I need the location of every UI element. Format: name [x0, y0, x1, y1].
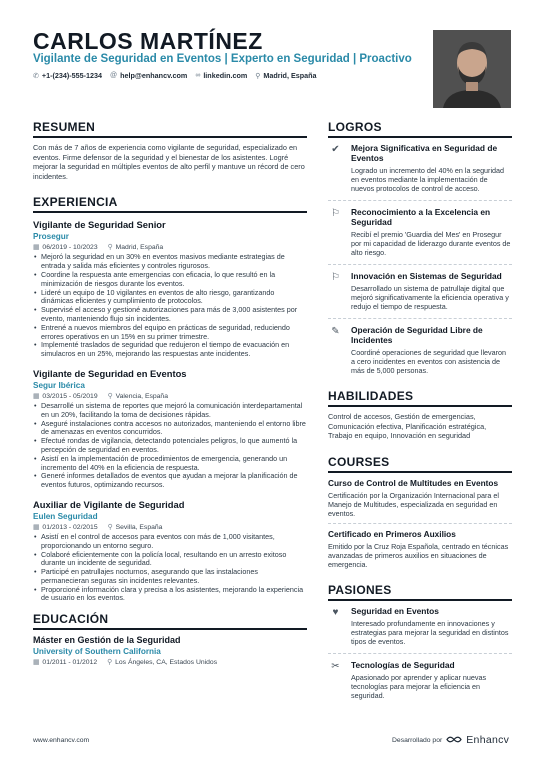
- contact-info: [33, 71, 317, 80]
- summary-heading: RESUMEN: [33, 120, 307, 138]
- summary-text: Con más de 7 años de experiencia como vigilante de seguridad, especializado en eventos. Firme defensor de la seguridad y el bienestar de los asistentes. Logré mejorar la seguridad en múltiples eventos de alto perfil y mantuve un récord de cero incidentes.: [33, 143, 305, 181]
- portrait-icon: [433, 30, 511, 108]
- job-meta: [33, 392, 307, 400]
- passion-title: Seguridad en Eventos: [351, 605, 439, 616]
- passions-heading: PASIONES: [328, 583, 512, 601]
- job-bullets: [33, 253, 307, 359]
- achievements-heading: LOGROS: [328, 120, 512, 138]
- course-desc: Certificación por la Organización Internacional para el Manejo de Multitudes, especializada en seguridad en eventos.: [328, 490, 499, 518]
- education-heading: EDUCACIÓN: [33, 612, 307, 630]
- achievement-desc: Desarrollado un sistema de patrullaje digital que mejoró significativamente la eficiencia operativa y redujo el tiempo de respuesta.: [351, 284, 509, 311]
- location-pin-icon: ⚲: [107, 659, 113, 667]
- check-icon: ✔: [331, 144, 340, 155]
- footer-branding: [392, 734, 509, 746]
- achievement-desc: Coordiné operaciones de seguridad que llevaron a cero incidentes en eventos con asistencia de más de 5,000 personas.: [351, 348, 507, 375]
- job-bullet: • Supervisé el acceso y gestioné autorizaciones para más de 3,000 asistentes por evento, manteniendo flujo sin incidentes.: [33, 306, 307, 324]
- brand-name: Enhancv: [466, 734, 510, 746]
- contact-phone: ✆ +1-(234)-555-1234: [33, 71, 103, 80]
- job-bullet: • Generé informes detallados de eventos que ayudan a mejorar la planificación de eventos futuros, optimizando recursos.: [33, 472, 307, 490]
- contact-email[interactable]: @ help@enhancv.com: [110, 71, 188, 80]
- job-company: Eulen Seguridad: [33, 511, 98, 521]
- course-title: Curso de Control de Multitudes en Eventos: [328, 477, 499, 488]
- job-bullet: • Desarrollé un sistema de reportes que mejoró la comunicación interdepartamental en un 20%, facilitando la toma de decisiones rápidas.: [33, 402, 307, 420]
- job-bullets: [33, 402, 307, 490]
- footer-website[interactable]: www.enhancv.com: [33, 737, 90, 744]
- job-title: Auxiliar de Vigilante de Seguridad: [33, 498, 185, 510]
- job-bullet: • Aseguré instalaciones contra accesos no autorizados, manteniendo el entorno libre de amenazas en eventos concurridos.: [33, 420, 307, 438]
- divider: [328, 200, 512, 201]
- education-degree: Máster en Gestión de la Seguridad: [33, 635, 181, 646]
- location-pin-icon: ⚲: [107, 523, 113, 531]
- achievement-item: [328, 325, 512, 375]
- at-icon: @: [110, 72, 118, 79]
- phone-icon: ✆: [33, 72, 39, 80]
- job-location: Madrid, España: [115, 244, 164, 252]
- passion-desc: Interesado profundamente en innovaciones y estrategias para mejorar la seguridad en distintos tipos de eventos.: [351, 618, 509, 646]
- job-bullet: • Mejoró la seguridad en un 30% en eventos masivos mediante estrategias de entrada y salida más eficientes y controles rigurosos.: [33, 253, 307, 271]
- job-dates: 06/2019 - 10/2023: [42, 244, 98, 252]
- job-title: Vigilante de Seguridad Senior: [33, 219, 166, 231]
- divider: [328, 653, 512, 654]
- achievement-desc: Logrado un incremento del 40% en la seguridad en eventos mediante la implementación de nuevos protocolos de control de acceso.: [351, 166, 505, 193]
- candidate-name: CARLOS MARTÍNEZ: [33, 28, 263, 54]
- job-dates: 03/2015 - 05/2019: [42, 392, 98, 400]
- divider: [328, 318, 512, 319]
- achievement-item: [328, 207, 512, 257]
- experience-heading: EXPERIENCIA: [33, 195, 307, 213]
- job-bullet: • Participé en patrullajes nocturnos, asegurando que las instalaciones permanecieran seguras sin incidentes relevantes.: [33, 568, 307, 586]
- flag-icon: ⚐: [331, 208, 340, 219]
- passion-item: [328, 606, 512, 646]
- location-pin-icon: ⚲: [107, 244, 113, 252]
- education-meta: [33, 658, 307, 666]
- achievement-title: Operación de Seguridad Libre de Incidentes: [351, 325, 483, 345]
- candidate-headline: Vigilante de Seguridad en Eventos | Experto en Seguridad | Proactivo: [33, 53, 412, 65]
- job-entry: [33, 499, 307, 603]
- job-bullet: • Entrené a nuevos miembros del equipo en prácticas de seguridad, reduciendo errores operativos en un 15% en su primer trimestre.: [33, 324, 307, 342]
- job-bullets: [33, 533, 307, 603]
- job-company: Segur Ibérica: [33, 380, 85, 390]
- achievement-title: Reconocimiento a la Excelencia en Seguridad: [351, 207, 491, 227]
- skills-text: Control de accesos, Gestión de emergencias, Comunicación efectiva, Planificación estratégica, Trabajo en equipo, Innovación en seguridad: [328, 412, 487, 441]
- calendar-icon: ▦: [33, 244, 40, 252]
- skills-heading: HABILIDADES: [328, 389, 512, 407]
- divider: [328, 523, 512, 524]
- contact-location: ⚲ Madrid, España: [255, 71, 317, 80]
- job-bullet: • Coordine la respuesta ante emergencias con eficacia, lo que resultó en la minimización de riesgos durante los eventos.: [33, 271, 307, 289]
- link-icon: ∞: [195, 72, 201, 79]
- education-location: Los Ángeles, CA, Estados Unidos: [115, 659, 218, 667]
- calendar-icon: ▦: [33, 392, 40, 400]
- job-dates: 01/2013 - 02/2015: [42, 523, 98, 531]
- powered-by-label: Desarrollado por: [392, 736, 443, 744]
- tools-icon: ✂: [331, 660, 340, 672]
- job-location: Valencia, España: [115, 392, 168, 400]
- achievement-desc: Recibí el premio 'Guardia del Mes' en Prosegur por mi capacidad de liderazgo durante eventos de alto riesgo.: [351, 230, 511, 257]
- achievement-item: [328, 143, 512, 193]
- achievement-title: Mejora Significativa en Seguridad de Eventos: [351, 143, 498, 163]
- achievement-item: [328, 271, 512, 311]
- flag-icon: ⚐: [331, 272, 340, 283]
- calendar-icon: ▦: [33, 523, 40, 531]
- course-desc: Emitido por la Cruz Roja Española, centrado en técnicas avanzadas de primeros auxilios en situaciones de emergencia.: [328, 541, 509, 569]
- education-dates: 01/2011 - 01/2012: [42, 659, 98, 667]
- job-bullet: • Colaboré eficientemente con la policía local, resultando en un arresto exitoso durante un incidente de seguridad.: [33, 551, 307, 569]
- passion-item: [328, 660, 512, 700]
- achievement-title: Innovación en Sistemas de Seguridad: [351, 271, 502, 281]
- job-company: Prosegur: [33, 232, 69, 242]
- job-meta: [33, 523, 307, 531]
- job-entry: [33, 368, 307, 490]
- job-bullet: • Efectué rondas de vigilancia, detectando potenciales peligros, lo que aumentó la percepción de seguridad en eventos.: [33, 437, 307, 455]
- job-location: Sevilla, España: [115, 523, 163, 531]
- job-entry: [33, 219, 307, 359]
- enhancv-logo-icon: [446, 735, 462, 746]
- courses-heading: COURSES: [328, 455, 512, 473]
- job-bullet: • Asistí en la implementación de procedimientos de emergencia, generando un incremento del 40% en la eficiencia de respuesta.: [33, 455, 307, 473]
- location-pin-icon: ⚲: [107, 392, 113, 400]
- left-column: [33, 120, 307, 666]
- job-bullet: • Proporcioné información clara y precisa a los asistentes, mejorando la experiencia de usuario en los eventos.: [33, 586, 307, 604]
- divider: [328, 264, 512, 265]
- job-bullet: • Implementé traslados de seguridad que redujeron el tiempo de evacuación en simulacros en un 25%, mejorando las respuestas ante incidentes.: [33, 341, 307, 359]
- education-school: University of Southern California: [33, 647, 161, 657]
- contact-linkedin[interactable]: ∞ linkedin.com: [195, 71, 248, 80]
- heart-icon: ♥: [332, 606, 339, 618]
- passion-title: Tecnologías de Seguridad: [351, 659, 455, 670]
- pen-icon: ✎: [331, 326, 340, 337]
- calendar-icon: ▦: [33, 659, 40, 667]
- course-title: Certificado en Primeros Auxilios: [328, 528, 456, 539]
- job-bullet: • Asistí en el control de accesos para eventos con más de 1,000 visitantes, proporcionando un entorno seguro.: [33, 533, 307, 551]
- passion-desc: Apasionado por aprender y aplicar nuevas tecnologías para mejorar la eficiencia en seguridad.: [351, 672, 487, 700]
- right-column: [328, 120, 512, 707]
- location-pin-icon: ⚲: [255, 72, 261, 80]
- profile-photo: [433, 30, 511, 108]
- job-meta: [33, 243, 307, 251]
- job-bullet: • Lideré un equipo de 10 vigilantes en eventos de alto riesgo, garantizando dinámicas eficientes y cumplimiento de protocolos.: [33, 289, 307, 307]
- job-title: Vigilante de Seguridad en Eventos: [33, 367, 187, 379]
